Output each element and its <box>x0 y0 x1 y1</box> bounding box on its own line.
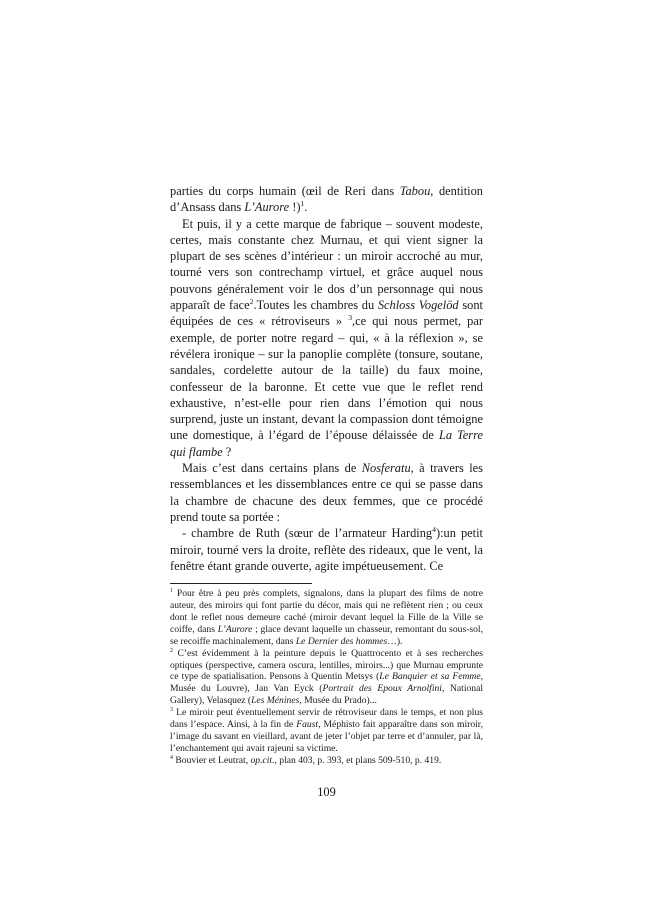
paragraph-italic: L’Aurore <box>244 200 290 215</box>
paragraph <box>170 460 483 525</box>
footnote-text: , plan 403, p. 393, et plans 509-510, p. 419. <box>274 754 442 766</box>
footnote-text: C’est évidemment à la peinture depuis le Quattrocento et à ses recherches optiques (perspective, camera oscura, lentilles, miroirs...) que Murnau emprunte ce type de spatialisation. Pensons à Quentin Metsys ( <box>170 647 483 683</box>
paragraph-text: parties du corps humain (œil de Reri dans <box>170 184 400 198</box>
footnotes <box>170 588 483 767</box>
paragraph-italic: La Terre qui flambe <box>170 428 483 459</box>
footnote-italic: Portrait des Epoux Arnolfini <box>322 683 442 695</box>
paragraph-text: ,ce qui nous permet, par exemple, de porter notre regard – qui, « à la réflexion », se révélera ironique – sur la panoplie complète (tonsure, soutane, sandales, cordelette autour de la taille) du faux moine, confesseur de la baronne. Et cette vue que le reflet rend exhaustive, n’est-elle pour rien dans l’émotion qui nous surprend, juste un instant, devant la compassion dont témoigne une domestique, à l’égard de l’épouse délaissée de <box>170 314 483 443</box>
footnote-text: Pour être à peu près complets, signalons, dans la plupart des films de notre auteur, des miroirs qui font partie du décor, mais qui ne reflètent rien ; ou ceux dont le reflet nous demeure caché (miroir devant lequel la Fille de la Ville se coiffe, dans <box>170 588 483 635</box>
footnote-text: , Musée du Prado)... <box>299 695 377 707</box>
book-page <box>170 183 483 800</box>
footnote-separator <box>170 583 312 584</box>
paragraph-italic: Tabou <box>399 184 431 198</box>
paragraph-ref: 1 <box>300 199 305 209</box>
footnote <box>170 707 483 755</box>
footnote-text: …). <box>387 635 403 647</box>
paragraph-text: ):un petit miroir, tourné vers la droite, reflète des rideaux, que le vent, la fenêtre étant grande ouverte, agite impétueusement. Ce <box>170 526 483 573</box>
footnote-text: Le miroir peut éventuellement servir de rétroviseur dans le temps, et non plus dans l’espace. Ainsi, à la fin de <box>170 707 483 731</box>
paragraph-ref: 2 <box>249 296 254 306</box>
paragraph-ref: 3 <box>348 313 353 323</box>
footnote-italic: Faust <box>296 719 319 731</box>
footnote-italic: op.cit. <box>250 754 275 766</box>
paragraph-text: .Toutes les chambres du <box>253 298 378 313</box>
paragraph-text: , dentition d’Ansass dans <box>170 184 484 215</box>
paragraph-text: sont équipées de ces « rétroviseurs » <box>170 298 483 329</box>
paragraph-text: , à travers les ressemblances et les dissemblances entre ce qui se passe dans la chambre de chacune des deux femmes, que ce procédé prend toute sa portée : <box>170 461 483 524</box>
paragraph-italic: Nosferatu <box>361 461 411 476</box>
paragraph-text: !) <box>289 200 301 215</box>
page-number: 109 <box>317 784 336 799</box>
paragraph-text: Et puis, il y a cette marque de fabrique – souvent modeste, certes, mais constante chez Murnau, et qui vient signer la plupart de ses scènes d’intérieur : un miroir accroché au mur, tourné vers son contrechamp virtuel, et grâce auquel nous pouvons généralement voir le dos d’un personnage qui nous apparaît de face <box>170 216 483 313</box>
paragraph-ref: 4 <box>432 525 436 535</box>
paragraph <box>170 216 483 460</box>
footnote-number: 1 <box>170 587 173 594</box>
footnote <box>170 755 483 767</box>
footnote-number: 2 <box>170 647 173 654</box>
footnote-italic: Le Banquier et sa Femme <box>379 671 481 683</box>
paragraph-text: - chambre de Ruth (sœur de l’armateur Harding <box>182 526 433 541</box>
footnote-text: Bouvier et Leutrat, <box>172 754 251 766</box>
footnote-italic: Le Dernier des hommes <box>295 635 388 647</box>
paragraph-italic: Schloss Vogelöd <box>377 298 459 313</box>
footnote-text: ; glace devant laquelle un chasseur, remontant du sous-sol, se recoiffe machinalement, dans <box>170 623 483 647</box>
paragraph-text: . <box>304 200 308 215</box>
footnote-italic: L’Aurore <box>217 623 253 635</box>
body-text <box>170 183 483 574</box>
footnote-text: , Musée du Louvre), Jan Van Eyck ( <box>170 671 483 695</box>
paragraph-text: ? <box>222 444 232 459</box>
footnote-text: , Méphisto fait apparaître dans son miroir, l’image du savant en vieillard, avant de jeter l’objet par terre et d’annuler, par là, l’enchantement qui avait rajeuni sa victime. <box>170 719 484 754</box>
footnote-number: 4 <box>170 754 173 761</box>
footnote-number: 3 <box>170 707 173 713</box>
paragraph <box>170 525 483 574</box>
paragraph-text: Mais c’est dans certains plans de <box>182 461 362 476</box>
paragraph <box>170 183 483 216</box>
footnote <box>170 648 483 708</box>
footnote-italic: Les Ménines <box>251 695 300 707</box>
footnote <box>170 588 483 648</box>
footnote-text: , National Gallery), Velasquez ( <box>170 683 483 707</box>
